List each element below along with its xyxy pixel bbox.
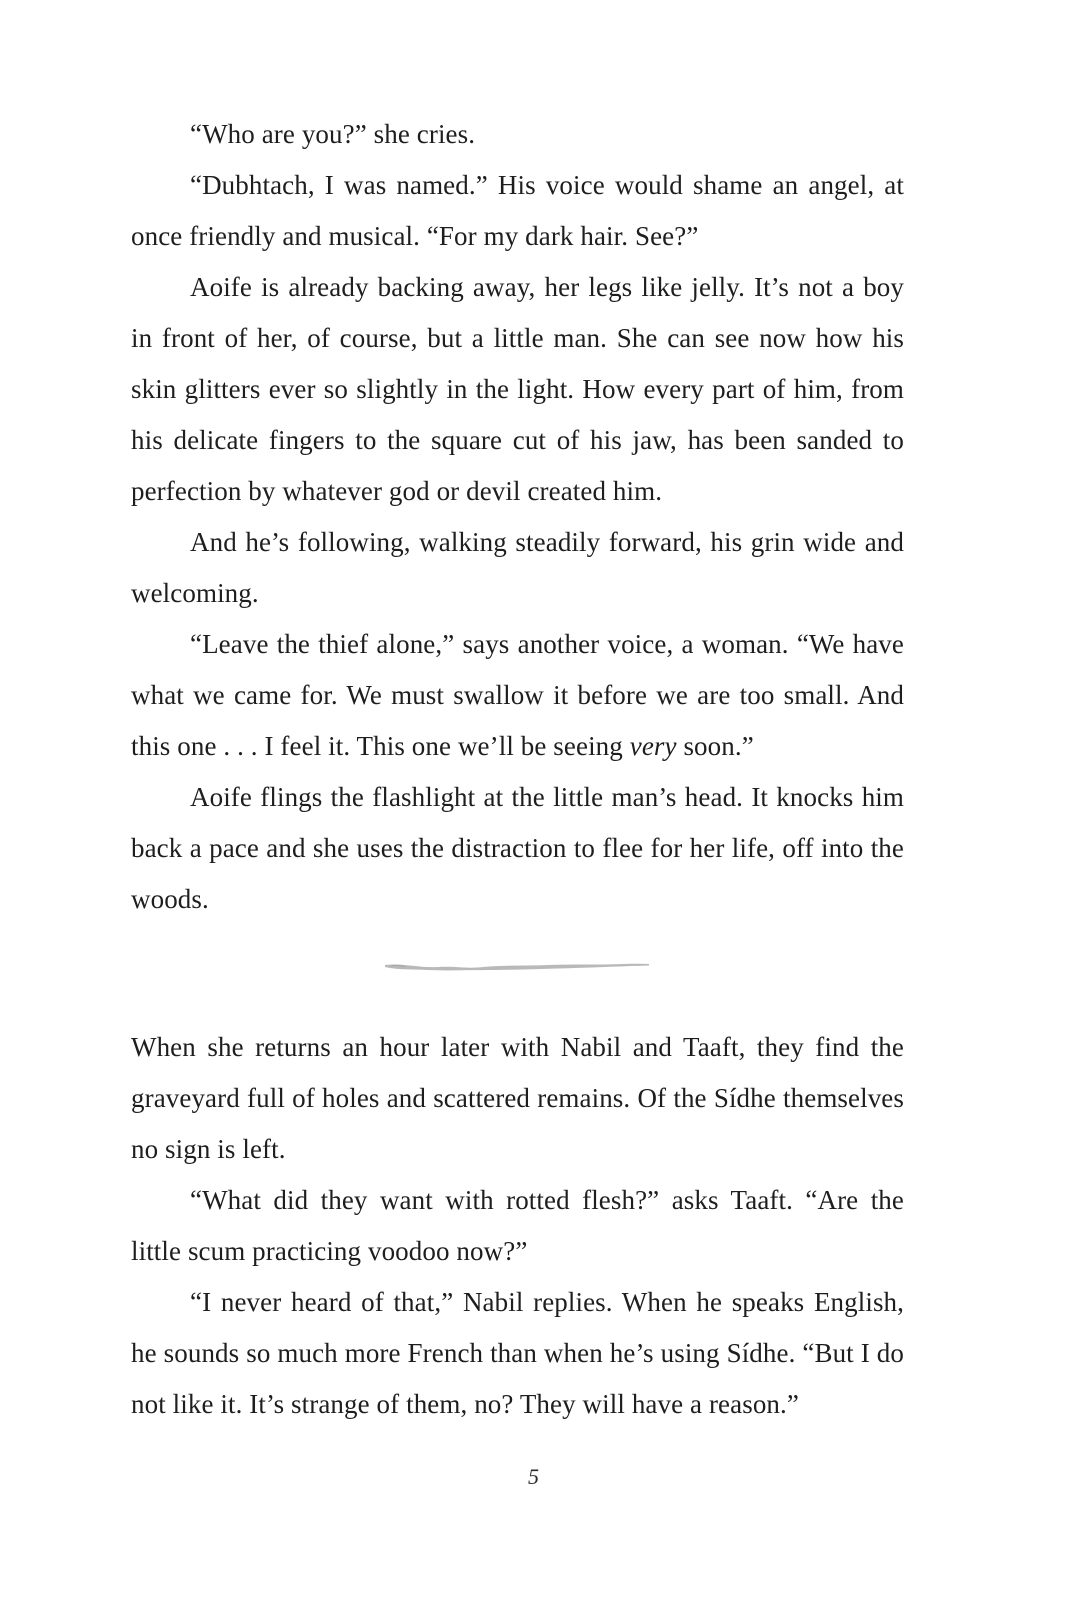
paragraph-text: “Leave the thief alone,” says another voice, a woman. “We have what we came for. We must swallow it before we are too small. And this one . . . I feel it. This one we’ll be seeing: [131, 629, 904, 761]
paragraph: When she returns an hour later with Nabil and Taaft, they find the graveyard full of holes and scattered remains. Of the Sídhe themselves no sign is left.: [131, 1032, 904, 1164]
paragraph: And he’s following, walking steadily forward, his grin wide and welcoming.: [131, 527, 904, 608]
brush-stroke-path: [385, 964, 649, 971]
paragraph: “Dubhtach, I was named.” His voice would shame an angel, at once friendly and musical. “For my dark hair. See?”: [131, 170, 904, 251]
brush-stroke-divider-icon: [383, 955, 651, 977]
section-two-text: [131, 1022, 904, 1430]
section-one-text: [131, 109, 904, 925]
paragraph: [131, 619, 904, 772]
paragraph: Aoife is already backing away, her legs like jelly. It’s not a boy in front of her, of course, but a little man. She can see now how his skin glitters ever so slightly in the light. How every part of him, from his delicate fingers to the square cut of his jaw, has been sanded to perfection by whatever god or devil created him.: [131, 272, 904, 506]
paragraph: “What did they want with rotted flesh?” asks Taaft. “Are the little scum practicing voodoo now?”: [131, 1185, 904, 1266]
page-number: 5: [528, 1464, 539, 1489]
emphasized-word: very: [629, 731, 677, 761]
paragraph: “Who are you?” she cries.: [190, 119, 476, 149]
paragraph: “I never heard of that,” Nabil replies. When he speaks English, he sounds so much more French than when he’s using Sídhe. “But I do not like it. It’s strange of them, no? They will have a reason.”: [131, 1287, 904, 1419]
paragraph: Aoife flings the flashlight at the little man’s head. It knocks him back a pace and she uses the distraction to flee for her life, off into the woods.: [131, 782, 904, 914]
paragraph-text: soon.”: [676, 731, 754, 761]
